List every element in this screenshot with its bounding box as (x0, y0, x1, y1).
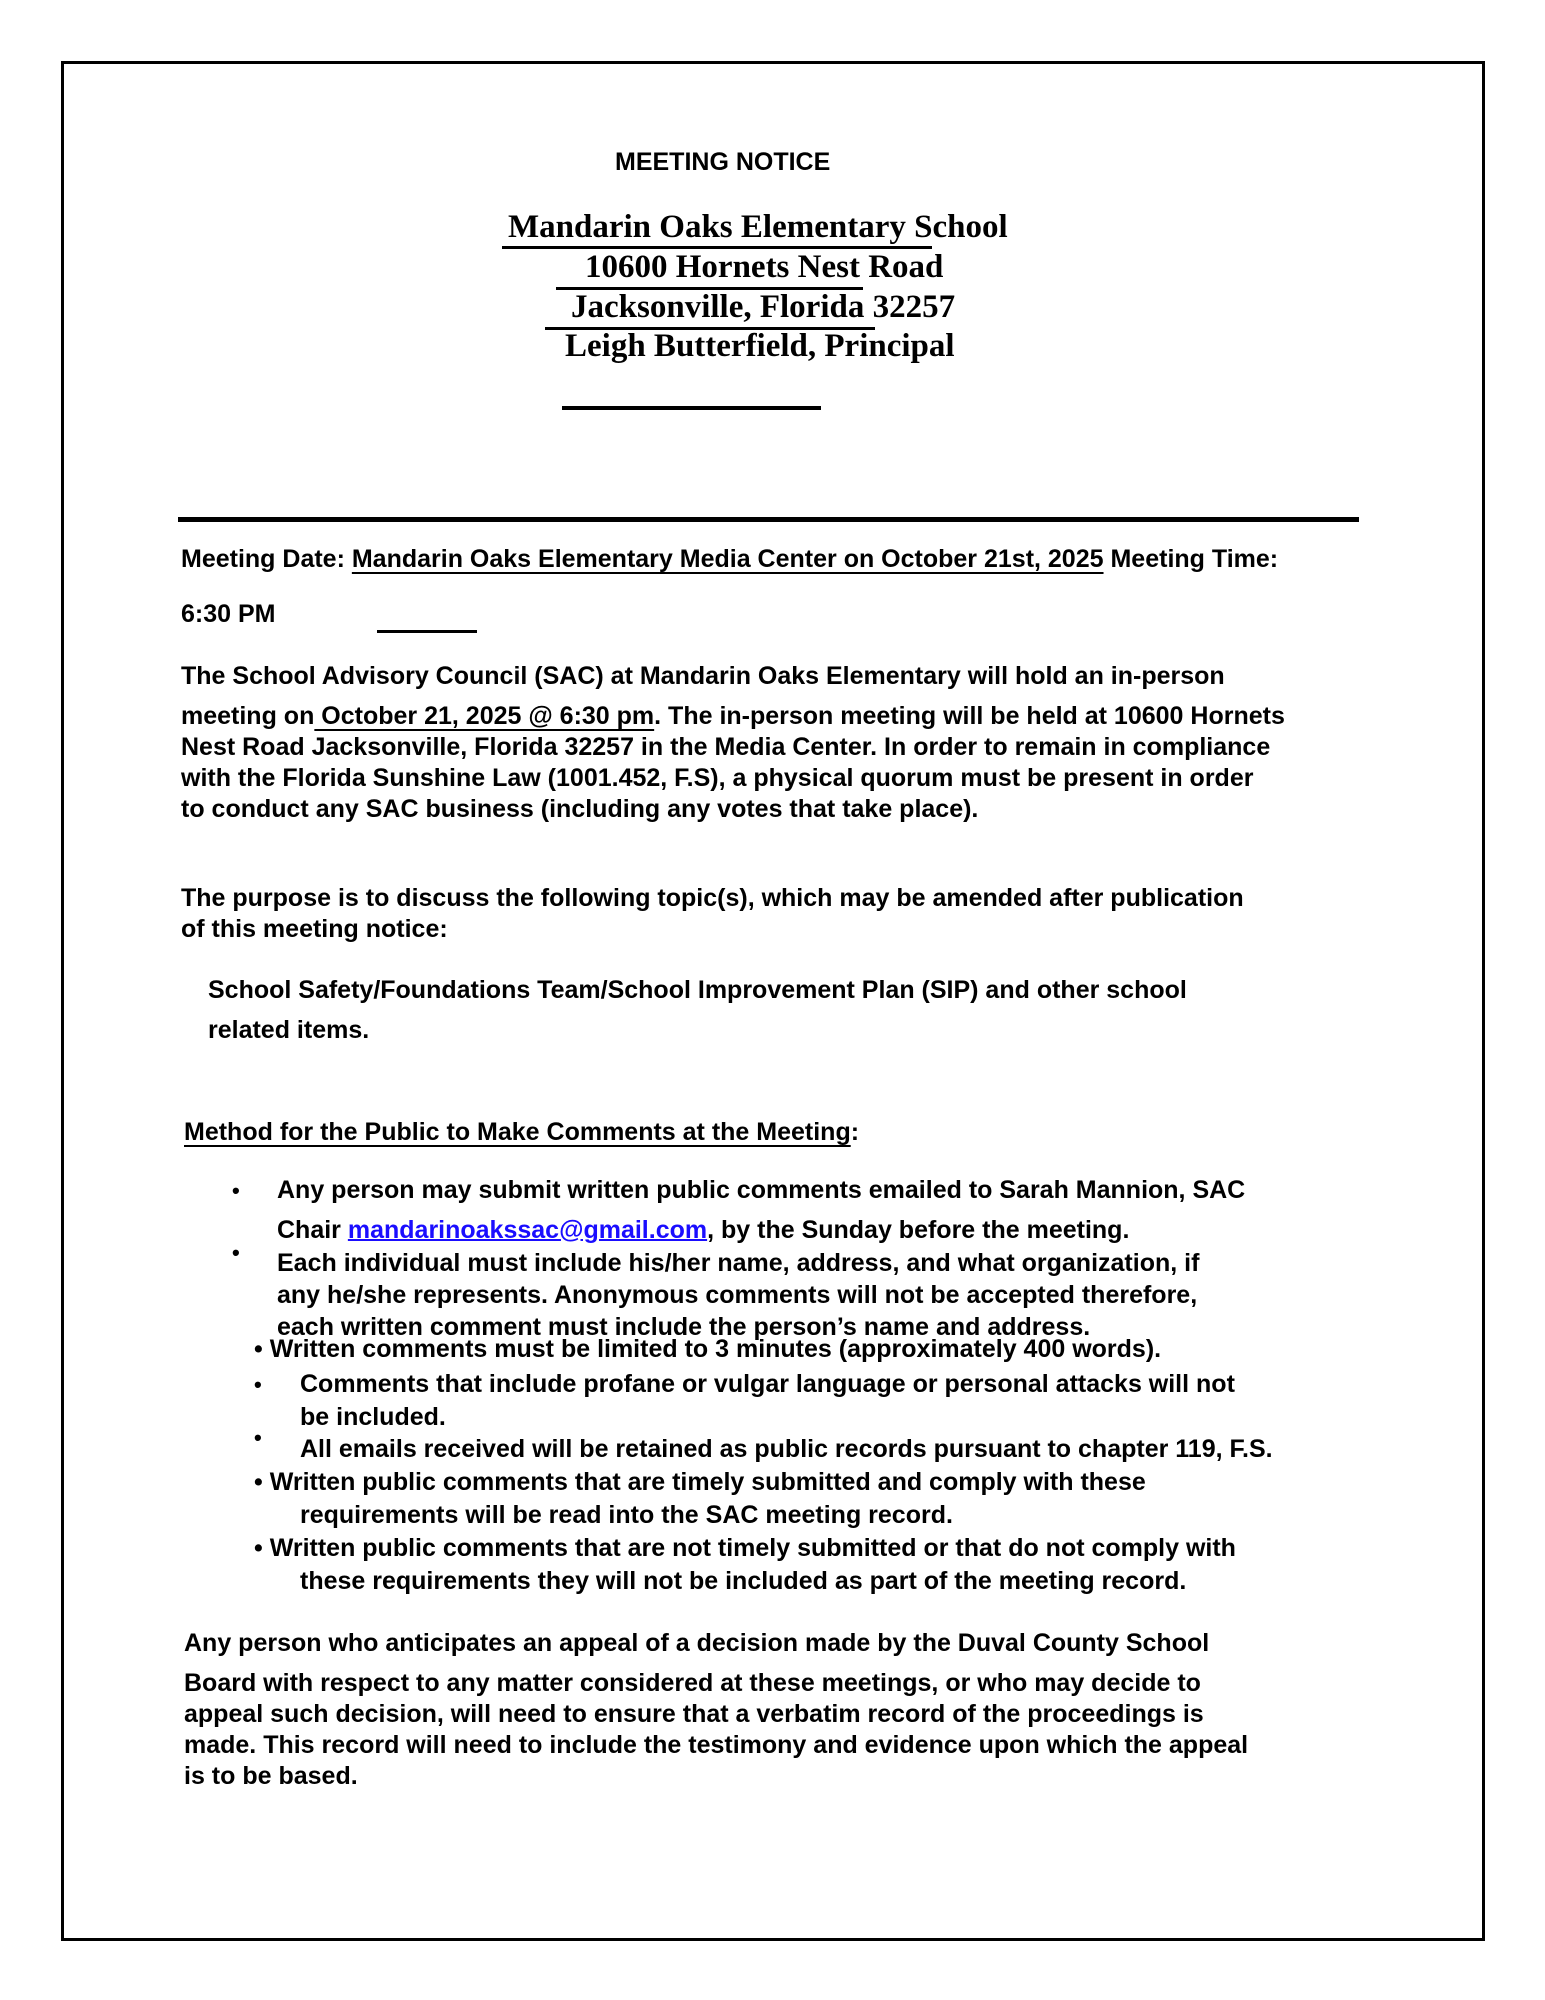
purpose-line-1: The purpose is to discuss the following topic(s), which may be amended after publication (181, 884, 1244, 912)
header-divider (178, 517, 1359, 522)
bullet-icon: • (254, 1425, 262, 1450)
comments-heading (184, 1116, 859, 1148)
bullet-icon: • (254, 1372, 262, 1397)
purpose-line-2: of this meeting notice: (181, 915, 448, 943)
comment-rule-7-line-1: • Written public comments that are not timely submitted or that do not comply with (254, 1534, 1236, 1562)
comment-rule-7-line-2: these requirements they will not be included as part of the meeting record. (300, 1567, 1187, 1595)
school-name: Mandarin Oaks Elementary School (508, 209, 1008, 245)
comment-rule-6-line-1: • Written public comments that are timely submitted and comply with these (254, 1468, 1146, 1496)
principal-name: Leigh Butterfield, Principal (565, 328, 955, 364)
intro-line-3: Nest Road Jacksonville, Florida 32257 in the Media Center. In order to remain in compliance (181, 733, 1271, 761)
comment-rule-1-line-2 (277, 1214, 1129, 1246)
notice-title: MEETING NOTICE (615, 148, 831, 176)
topics-line-2: related items. (208, 1016, 370, 1044)
intro-meeting-date: October 21, 2025 @ 6:30 pm (314, 702, 655, 730)
comment-deadline-text: , by the Sunday before the meeting. (707, 1216, 1130, 1244)
time-blank-line (377, 630, 477, 633)
comments-heading-colon: : (850, 1118, 860, 1146)
meeting-date-line (181, 543, 1278, 575)
meeting-time-label: Meeting Time: (1110, 545, 1279, 573)
intro-line-2-pre: meeting on (181, 702, 315, 730)
comment-rule-1-line-1: Any person may submit written public comments emailed to Sarah Mannion, SAC (277, 1176, 1246, 1204)
sac-email-link[interactable]: mandarinoakssac@gmail.com (347, 1216, 708, 1244)
meeting-date-value: Mandarin Oaks Elementary Media Center on October 21st, 2025 (351, 545, 1104, 573)
bullet-icon: • (232, 1240, 240, 1265)
comment-rule-2-line-2: any he/she represents. Anonymous comments will not be accepted therefore, (277, 1281, 1198, 1309)
meeting-time-value: 6:30 PM (181, 600, 276, 628)
intro-line-4: with the Florida Sunshine Law (1001.452, F.S), a physical quorum must be present in order (181, 764, 1254, 792)
intro-line-1: The School Advisory Council (SAC) at Mandarin Oaks Elementary will hold an in-person (181, 662, 1225, 690)
signature-line (562, 406, 821, 410)
school-street: 10600 Hornets Nest Road (585, 249, 944, 285)
comment-rule-3: • Written comments must be limited to 3 minutes (approximately 400 words). (254, 1335, 1162, 1363)
comment-rule-6-line-2: requirements will be read into the SAC meeting record. (300, 1501, 953, 1529)
appeal-line-3: appeal such decision, will need to ensure that a verbatim record of the proceedings is (184, 1700, 1204, 1728)
appeal-line-5: is to be based. (184, 1762, 358, 1790)
topics-line-1: School Safety/Foundations Team/School Improvement Plan (SIP) and other school (208, 976, 1187, 1004)
comment-rule-2-line-3: each written comment must include the person’s name and address. (277, 1313, 1091, 1341)
meeting-date-label: Meeting Date: (181, 545, 345, 573)
comment-rule-5: All emails received will be retained as public records pursuant to chapter 119, F.S. (300, 1435, 1273, 1463)
bullet-icon: • (232, 1178, 240, 1203)
intro-line-5: to conduct any SAC business (including any votes that take place). (181, 795, 979, 823)
comment-rule-4-line-2: be included. (300, 1403, 446, 1431)
school-city: Jacksonville, Florida 32257 (571, 289, 956, 325)
intro-line-2-post: . The in-person meeting will be held at 10600 Hornets (654, 702, 1285, 730)
appeal-line-2: Board with respect to any matter considered at these meetings, or who may decide to (184, 1669, 1201, 1697)
appeal-line-1: Any person who anticipates an appeal of a decision made by the Duval County School (184, 1629, 1210, 1657)
comment-rule-2-line-1: Each individual must include his/her name, address, and what organization, if (277, 1249, 1200, 1277)
chair-label: Chair (277, 1216, 348, 1244)
comment-rule-4-line-1: Comments that include profane or vulgar language or personal attacks will not (300, 1370, 1235, 1398)
intro-line-2 (181, 700, 1285, 732)
comments-heading-text: Method for the Public to Make Comments at the Meeting (184, 1118, 851, 1146)
appeal-line-4: made. This record will need to include the testimony and evidence upon which the appeal (184, 1731, 1249, 1759)
